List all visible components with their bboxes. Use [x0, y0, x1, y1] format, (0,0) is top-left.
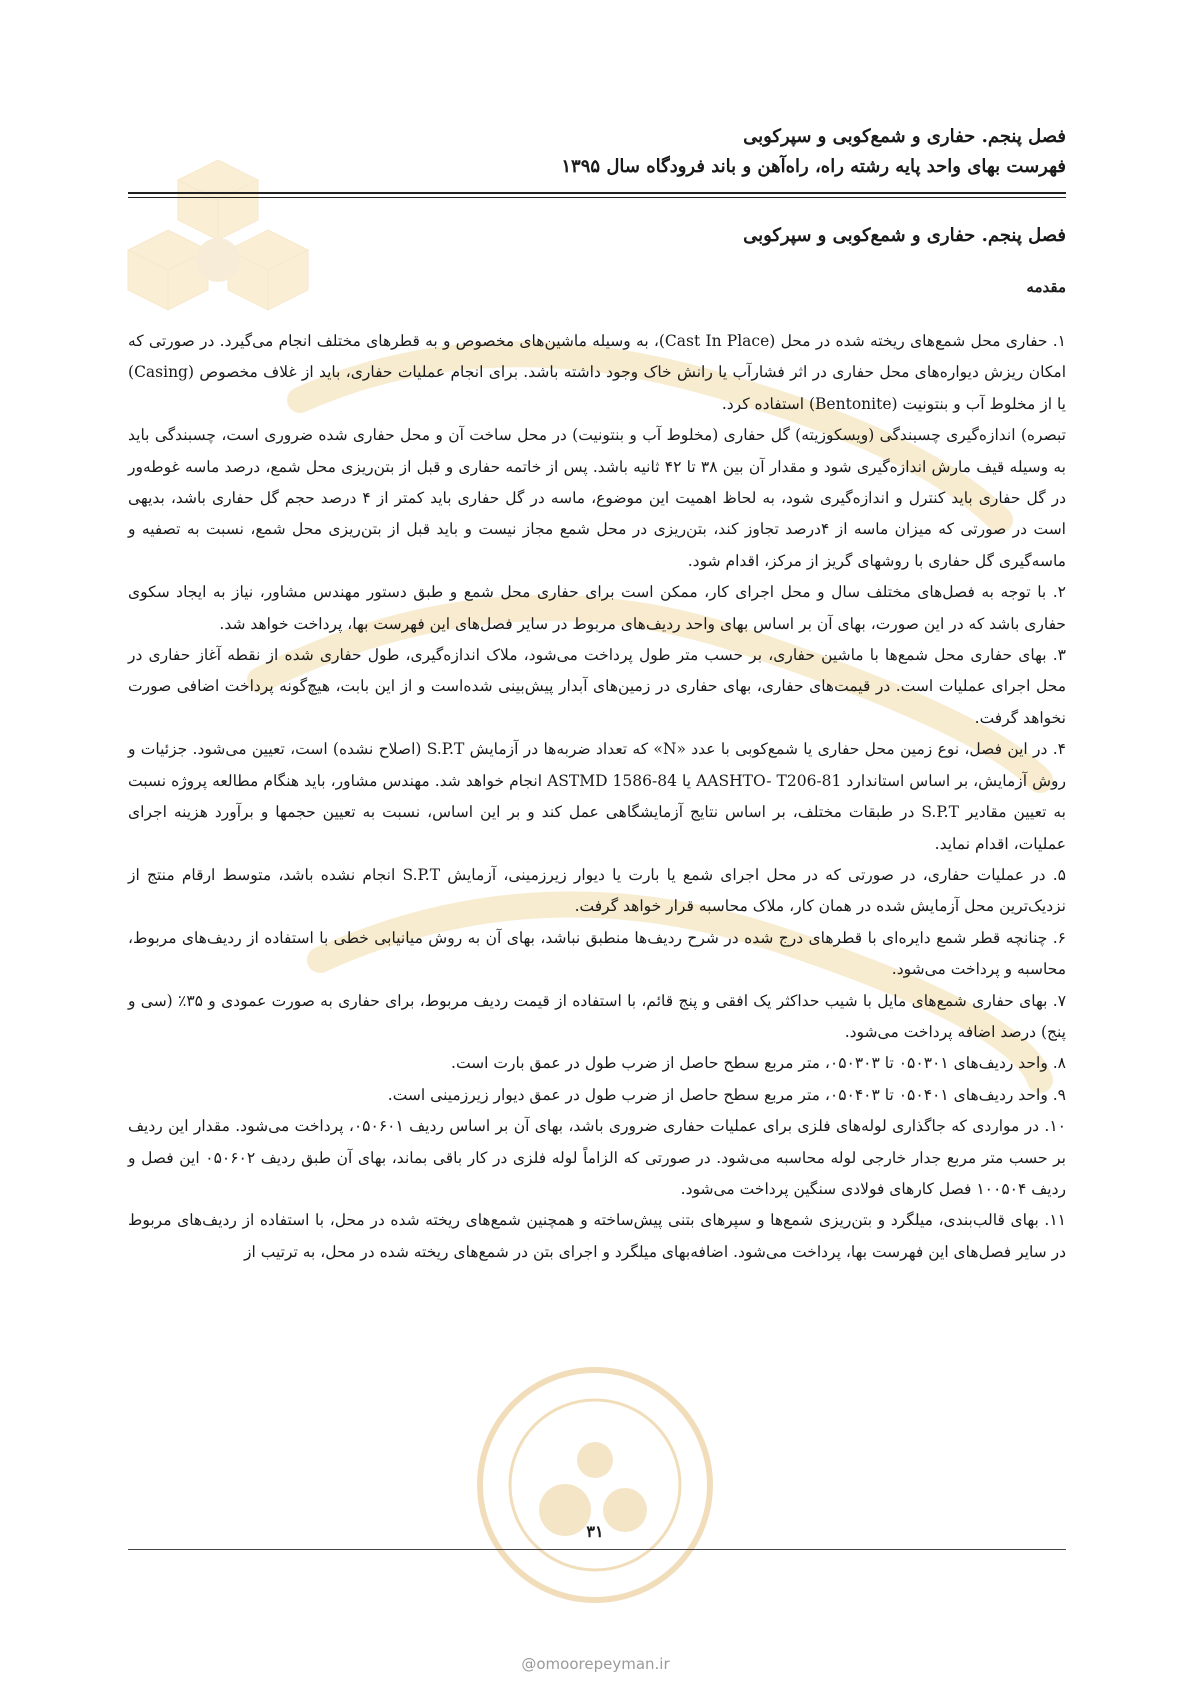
header-list-title: فهرست بهای واحد پایه رشته راه، راه‌آهن و باند فرودگاه سال ۱۳۹۵ [561, 156, 1066, 177]
paragraph: ۴. در این فصل، نوع زمین محل حفاری یا شمع‌کوبی با عدد «N» که تعداد ضربه‌ها در آزمایش S.P.T (اصلاح نشده) است، تعیین می‌شود. جزئیات و روش آزمایش، بر اساس استاندارد AASHTO- T206-81 یا ASTMD 1586-84 انجام خواهد شد. مهندس مشاور، باید هنگام مطالعه پروژه نسبت به تعیین مقادیر S.P.T در طبقات مختلف، بر اساس نتایج آزمایشگاهی عمل کند و بر این اساس، نسبت به تعیین حجمها و برآورد هزینه اجرای عملیات، اقدام نماید. [128, 740, 1067, 853]
paragraph: ۵. در عملیات حفاری، در صورتی که در محل اجرای شمع یا بارت یا دیوار زیرزمینی، آزمایش S.P.T انجام نشده باشد، متوسط ارقام منتج از نزدیک‌ترین محل آزمایش شده در همان کار، ملاک محاسبه قرار خواهد گرفت. [128, 865, 1066, 916]
footer-website[interactable] [0, 1655, 1191, 1673]
footer-rule [128, 1549, 1066, 1550]
header-rule [128, 192, 1066, 194]
subsection-title: مقدمه [1026, 278, 1066, 296]
page-number: ۳۱ [586, 1522, 604, 1541]
footer-website-label: omoorepeyman.ir [536, 1655, 670, 1673]
paragraph: ۹. واحد ردیف‌های ۰۵۰۴۰۱ تا ۰۵۰۴۰۳، متر مربع سطح حاصل از ضرب طول در عمق دیوار زیرزمینی است. [387, 1085, 1066, 1104]
header-chapter-title: فصل پنجم. حفاری و شمع‌کوبی و سپرکوبی [743, 126, 1066, 147]
paragraph: ۲. با توجه به فصل‌های مختلف سال و محل اجرای کار، ممکن است برای حفاری محل شمع و طبق دستور مهندس مشاور، نیاز به ایجاد سکوی حفاری باشد که در این صورت، بهای آن بر اساس بهای واحد ردیف‌های مربوط در سایر فصل‌های این فهرست بها، پرداخت خواهد شد. [128, 583, 1066, 633]
page-header [128, 122, 1066, 182]
paragraph: ۳. بهای حفاری محل شمع‌ها با ماشین حفاری، بر حسب متر طول پرداخت می‌شود، ملاک اندازه‌گیری، طول حفاری شده از نقطه آغاز حفاری در محل اجرای عملیات است. در قیمت‌های حفاری، بهای حفاری در زمین‌های آبدار پیش‌بینی شده‌است و از این بابت، هیچ‌گونه پرداخت اضافی صورت نخواهد گرفت. [128, 646, 1066, 727]
body-text [128, 326, 1066, 1268]
paragraph: تبصره) اندازه‌گیری چسبندگی (ویسکوزیته) گل حفاری (مخلوط آب و بنتونیت) در محل ساخت آن و محل حفاری شده ضروری است، چسبندگی باید به وسیله قیف مارش اندازه‌گیری شود و مقدار آن بین ۳۸ تا ۴۲ ثانیه باشد. پس از خاتمه حفاری و قبل از بتن‌ریزی محل شمع، درصد ماسه غوطه‌ور در گل حفاری باید کنترل و اندازه‌گیری شود، به لحاظ اهمیت این موضوع، ماسه در گل حفاری باید کمتر از ۴ درصد حجم گل حفاری باشد، بدیهی است در صورتی که میزان ماسه از ۴درصد تجاوز کند، بتن‌ریزی در محل شمع مجاز نیست و باید قبل از بتن‌ریزی محل شمع، نسبت به تصفیه و ماسه‌گیری گل حفاری با روشهای گریز از مرکز، اقدام شود. [128, 426, 1067, 570]
paragraph: ۸. واحد ردیف‌های ۰۵۰۳۰۱ تا ۰۵۰۳۰۳، متر مربع سطح حاصل از ضرب طول در عمق بارت است. [451, 1054, 1066, 1073]
watermark-seal [470, 1360, 720, 1610]
header-rule-thin [128, 197, 1066, 198]
paragraph: ۱. حفاری محل شمع‌های ریخته شده در محل (Cast In Place)، به وسیله ماشین‌های مخصوص و به قطرهای مختلف انجام می‌گیرد. در صورتی که امکان ریزش دیواره‌های محل حفاری در اثر فشارآب یا رانش خاک وجود داشته باشد. برای انجام عملیات حفاری، باید از غلاف مخصوص (Casing) یا از مخلوط آب و بنتونیت (Bentonite) استفاده کرد. [128, 332, 1066, 413]
section-title: فصل پنجم. حفاری و شمع‌کوبی و سپرکوبی [743, 225, 1066, 246]
paragraph: ۱۰. در مواردی که جاگذاری لوله‌های فلزی برای عملیات حفاری ضروری باشد، بهای آن بر اساس ردیف ۰۵۰۶۰۱، پرداخت می‌شود. مقدار این ردیف بر حسب متر مربع جدار خارجی لوله محاسبه می‌شود. در صورتی که الزاماً لوله فلزی در کار باقی بماند، بهای آن طبق ردیف ۰۵۰۶۰۲ این فصل و ردیف ۱۰۰۵۰۴ فصل کارهای فولادی سنگین پرداخت می‌شود. [128, 1117, 1066, 1198]
paragraph: ۱۱. بهای قالب‌بندی، میلگرد و بتن‌ریزی شمع‌ها و سپرهای بتنی پیش‌ساخته و همچنین شمع‌های ریخته شده در محل، با استفاده از ردیف‌های مربوط در سایر فصل‌های این فهرست بها، پرداخت می‌شود. اضافه‌بهای میلگرد و اجرای بتن در شمع‌های ریخته شده در محل، به ترتیب از [128, 1211, 1066, 1261]
paragraph: ۷. بهای حفاری شمع‌های مایل با شیب حداکثر یک افقی و پنج قائم، با استفاده از قیمت ردیف مربوط، برای حفاری به صورت عمودی و ۳۵٪ (سی و پنج) درصد اضافه پرداخت می‌شود. [128, 991, 1067, 1041]
paragraph: ۶. چنانچه قطر شمع دایره‌ای با قطرهای درج شده در شرح ردیف‌ها منطبق نباشد، بهای آن به روش میانیابی خطی با استفاده از ردیف‌های مربوط، محاسبه و پرداخت می‌شود. [128, 928, 1066, 979]
at-icon: @ [521, 1655, 537, 1673]
